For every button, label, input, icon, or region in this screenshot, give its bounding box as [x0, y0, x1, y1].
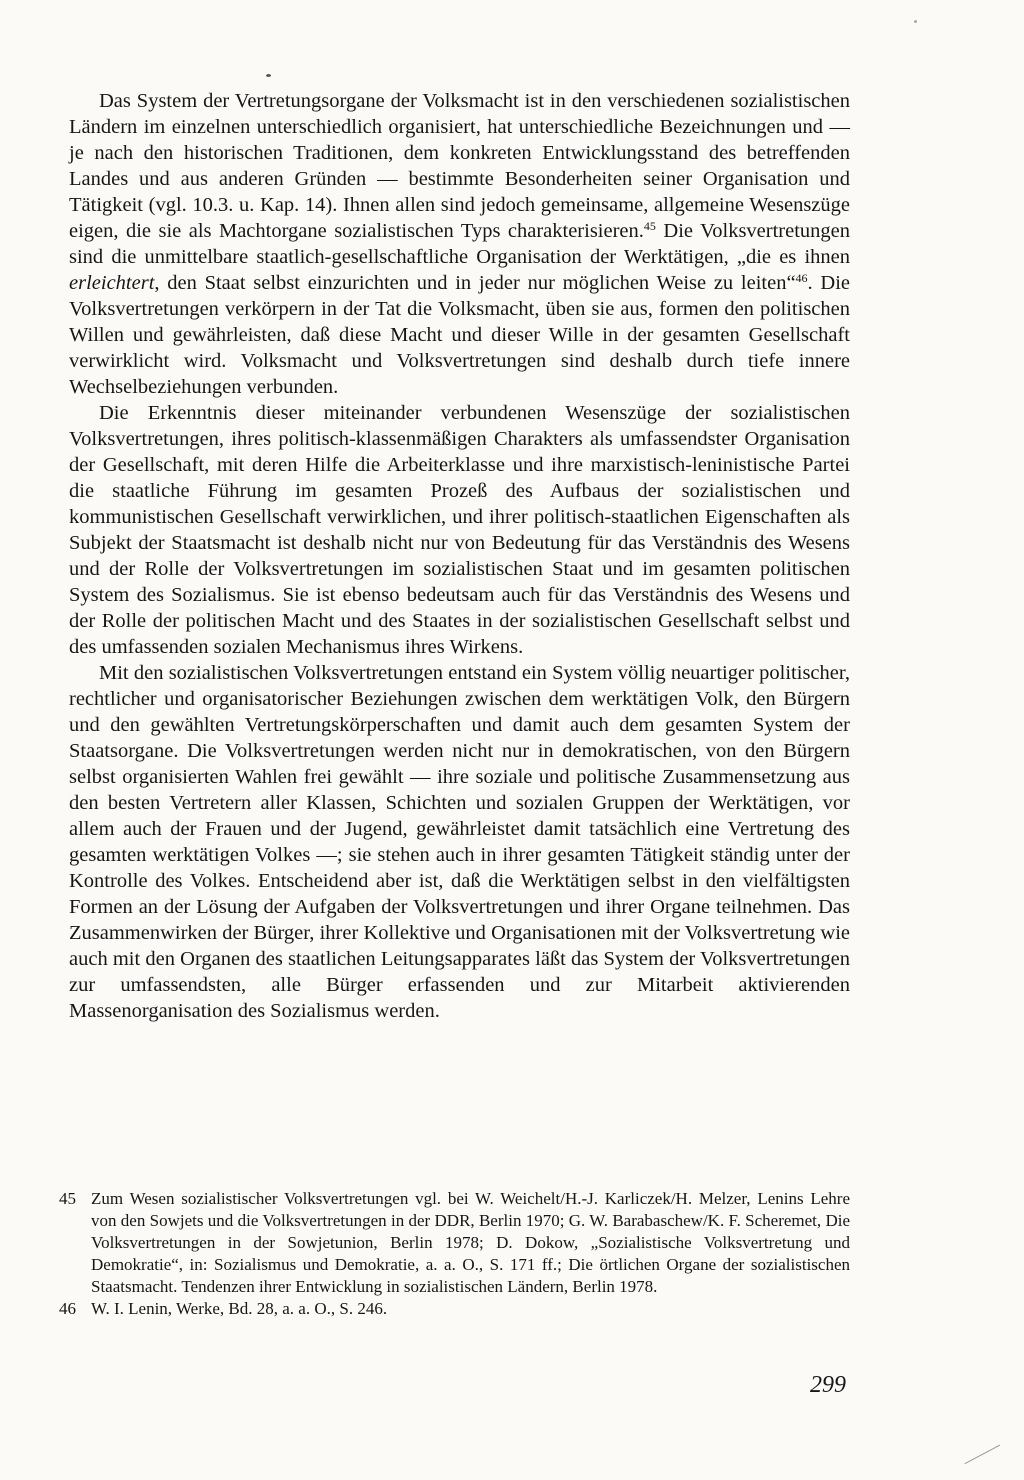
page-number: 299: [810, 1372, 846, 1398]
scan-speck: [266, 74, 271, 77]
text-segment: Die Volksvertretungen sind die unmittelbare staatlich-gesellschaftliche Organisation der Werktätigen, „die es ihnen: [69, 220, 851, 268]
text-segment: , den Staat selbst einzurichten und in jeder nur möglichen Weise zu leiten“: [154, 272, 796, 294]
text-segment: . Die Volksvertretungen verkörpern in der Tat die Volksmacht, üben sie aus, formen den politischen Willen und gewährleisten, daß diese Macht und dieser Wille in der gesamten Gesellschaft verwirklicht wird. Volksmacht und Volksvertretungen sind deshalb durch tiefe innere Wechselbeziehungen verbunden.: [69, 272, 850, 398]
footnotes: [59, 1188, 850, 1320]
footnote-text: W. I. Lenin, Werke, Bd. 28, a. a. O., S. 246.: [91, 1299, 388, 1318]
text-segment: Mit den sozialistischen Volksvertretungen entstand ein System völlig neuartiger politischer, rechtlicher und organisatorischer Beziehungen zwischen dem werktätigen Volk, den Bürgern und den gewählten Vertretungskörperschaften und damit auch dem gesamten System der Staatsorgane. Die Volksvertretungen werden nicht nur in demokratischen, von den Bürgern selbst organisierten Wahlen frei gewählt — ihre soziale und politische Zusammensetzung aus den besten Vertretern aller Klassen, Schichten und sozialen Gruppen der Werktätigen, vor allem auch der Frauen und der Jugend, gewährleistet damit tatsächlich eine Vertretung des gesamten werktätigen Volkes —; sie stehen auch in ihrer gesamten Tätigkeit ständig unter der Kontrolle des Volkes. Entscheidend aber ist, daß die Werktätigen selbst in den vielfältigsten Formen an der Lösung der Aufgaben der Volksvertretungen und ihrer Organe teilnehmen. Das Zusammenwirken der Bürger, ihrer Kollektive und Organisationen mit der Volksvertretung wie auch mit den Organen des staatlichen Leitungsapparates läßt das System der Volksvertretungen zur umfassendsten, alle Bürger erfassenden und zur Mitarbeit aktivierenden Massenorganisation des Sozialismus werden.: [69, 662, 850, 1022]
footnote-ref-45: 45: [643, 219, 656, 233]
text-segment: Die Erkenntnis dieser miteinander verbundenen Wesenszüge der sozialistischen Volksvertretungen, ihres politisch-klassenmäßigen Charakters als umfassendster Organisation der Gesellschaft, mit deren Hilfe die Arbeiterklasse und ihre marxistisch-leninistische Partei die staatliche Führung im gesamten Prozeß des Aufbaus der sozialistischen und kommunistischen Gesellschaft verwirklichen, und ihrer politisch-staatlichen Eigenschaften als Subjekt der Staatsmacht ist deshalb nicht nur von Bedeutung für das Verständnis des Wesens und der Rolle der Volksvertretungen im sozialistischen Staat und im gesamten politischen System des Sozialismus. Sie ist ebenso bedeutsam auch für das Verständnis des Wesens und der Rolle der politischen Macht und des Staates in der sozialistischen Gesellschaft selbst und des umfassenden sozialen Mechanismus ihres Wirkens.: [69, 402, 850, 658]
footnote-ref-46: 46: [795, 271, 808, 285]
emphasis-text: erleichtert: [69, 272, 155, 294]
paragraph-2: [69, 400, 850, 660]
footnote-45: [59, 1188, 850, 1298]
paragraph-3: [69, 660, 850, 1024]
page-corner-mark: [964, 1445, 1007, 1479]
footnote-text: Zum Wesen sozialistischer Volksvertretungen vgl. bei W. Weichelt/H.-J. Karliczek/H. Melzer, Lenins Lehre von den Sowjets und die Volksvertretungen in der DDR, Berlin 1970; G. W. Barabaschew/K. F. Scheremet, Die Volksvertretungen in der Sowjetunion, Berlin 1978; D. Dokow, „Sozialistische Volksvertretung und Demokratie“, in: Sozialismus und Demokratie, a. a. O., S. 171 ff.; Die örtlichen Organe der sozialistischen Staatsmacht. Tendenzen ihrer Entwicklung in sozialistischen Ländern, Berlin 1978.: [91, 1189, 850, 1296]
main-text: [69, 88, 850, 1024]
footnote-number: 45: [59, 1189, 76, 1208]
paragraph-1: [69, 88, 850, 400]
text-segment: Das System der Vertretungsorgane der Volksmacht ist in den verschiedenen sozialistischen Ländern im einzelnen unterschiedlich organisiert, hat unterschiedliche Bezeichnungen und — je nach den historischen Traditionen, dem konkreten Entwicklungsstand des betreffenden Landes und aus anderen Gründen — bestimmte Besonderheiten seiner Organisation und Tätigkeit (vgl. 10.3. u. Kap. 14). Ihnen allen sind jedoch gemeinsame, allgemeine Wesenszüge eigen, die sie als Machtorgane sozialistischen Typs charakterisieren.: [69, 90, 850, 242]
footnote-number: 46: [59, 1299, 76, 1318]
scan-speck: [914, 20, 917, 23]
footnote-46: [59, 1298, 850, 1320]
